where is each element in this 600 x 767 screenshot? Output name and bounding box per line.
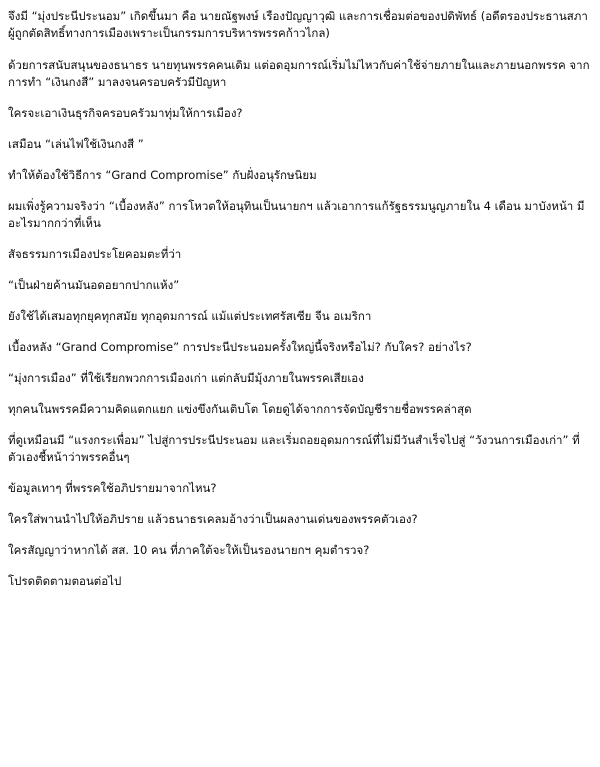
paragraph: ด้วยการสนับสนุนของธนาธร นายทุนพรรคคนเดิม แต่อดอุมการณ์เริ่มไม่ไหวกับค่าใช้จ่ายภายในและภายนอกพรรค จากการทำ “เงินกงสี” มาลงจนครอบครัวมีปัญหา xyxy=(8,58,590,89)
paragraph: “มุ่งการเมือง” ที่ใช้เรียกพวกการเมืองเก่า แต่กลับมีมุ้งภายในพรรคเสียเอง xyxy=(8,371,364,385)
paragraph: ผมเพิ่งรู้ความจริงว่า “เบื้องหลัง” การโหวตให้อนุทินเป็นนายกฯ แล้วเอาการแก้รัฐธรรมนูญภายใน 4 เดือน มาบังหน้า มีอะไรมากกว่าที่เห็น xyxy=(8,199,585,230)
paragraph: ใครใส่พานนำไปให้อภิปราย แล้วธนาธรเคลมอ้างว่าเป็นผลงานเด่นของพรรคตัวเอง? xyxy=(8,512,418,526)
paragraph: สัจธรรมการเมืองประโยคอมตะที่ว่า xyxy=(8,247,182,261)
paragraph: ทำให้ต้องใช้วิธีการ “Grand Compromise” กับฝั่งอนุรักษนิยม xyxy=(8,168,317,182)
paragraph: “เป็นฝ่ายค้านมันอดอยากปากแห้ง” xyxy=(8,278,180,292)
paragraph: ใครจะเอาเงินธุรกิจครอบครัวมาทุ่มให้การเมือง? xyxy=(8,106,243,120)
paragraph: ที่ดูเหมือนมี “แรงกระเพื่อม” ไปสู่การประนีประนอม และเริ่มถอยอุดมการณ์ที่ไม่มีวันสำเร็จไปสู่ “วังวนการเมืองเก่า” ที่ตัวเองชี้หน้าว่าพรรคอื่นๆ xyxy=(8,433,580,464)
paragraph: เสมือน “เล่นไฟใช้เงินกงสี ” xyxy=(8,137,144,151)
paragraph: จึงมี “มุ่งประนีประนอม” เกิดขึ้นมา คือ นายณัฐพงษ์ เรืองปัญญาวุฒิ และการเชื่อมต่อของปดิพัทธ์ (อดีตรองประธานสภา ผู้ถูกตัดสิทธิ์ทางการเมืองเพราะเป็นกรรมการบริหารพรรคก้าวไกล) xyxy=(8,9,592,40)
paragraph: ใครสัญญาว่าหากได้ สส. 10 คน ที่ภาคใต้จะให้เป็นรองนายกฯ คุมตำรวจ? xyxy=(8,543,370,557)
paragraph: ข้อมูลเทาๆ ที่พรรคใช้อภิปรายมาจากไหน? xyxy=(8,481,217,495)
paragraph: ทุกคนในพรรคมีความคิดแตกแยก แข่งขึงกันเติบโต โดยดูได้จากการจัดบัญชีรายชื่อพรรคล่าสุด xyxy=(8,402,472,416)
paragraph: ยังใช้ได้เสมอทุกยุคทุกสมัย ทุกอุดมการณ์ แม้แต่ประเทศรัสเซีย จีน อเมริกา xyxy=(8,309,372,323)
paragraph: โปรดติดตามตอนต่อไป xyxy=(8,574,122,588)
paragraph: เบื้องหลัง “Grand Compromise” การประนีประนอมครั้งใหญ่นี้จริงหรือไม่? กับใคร? อย่างไร? xyxy=(8,340,472,354)
